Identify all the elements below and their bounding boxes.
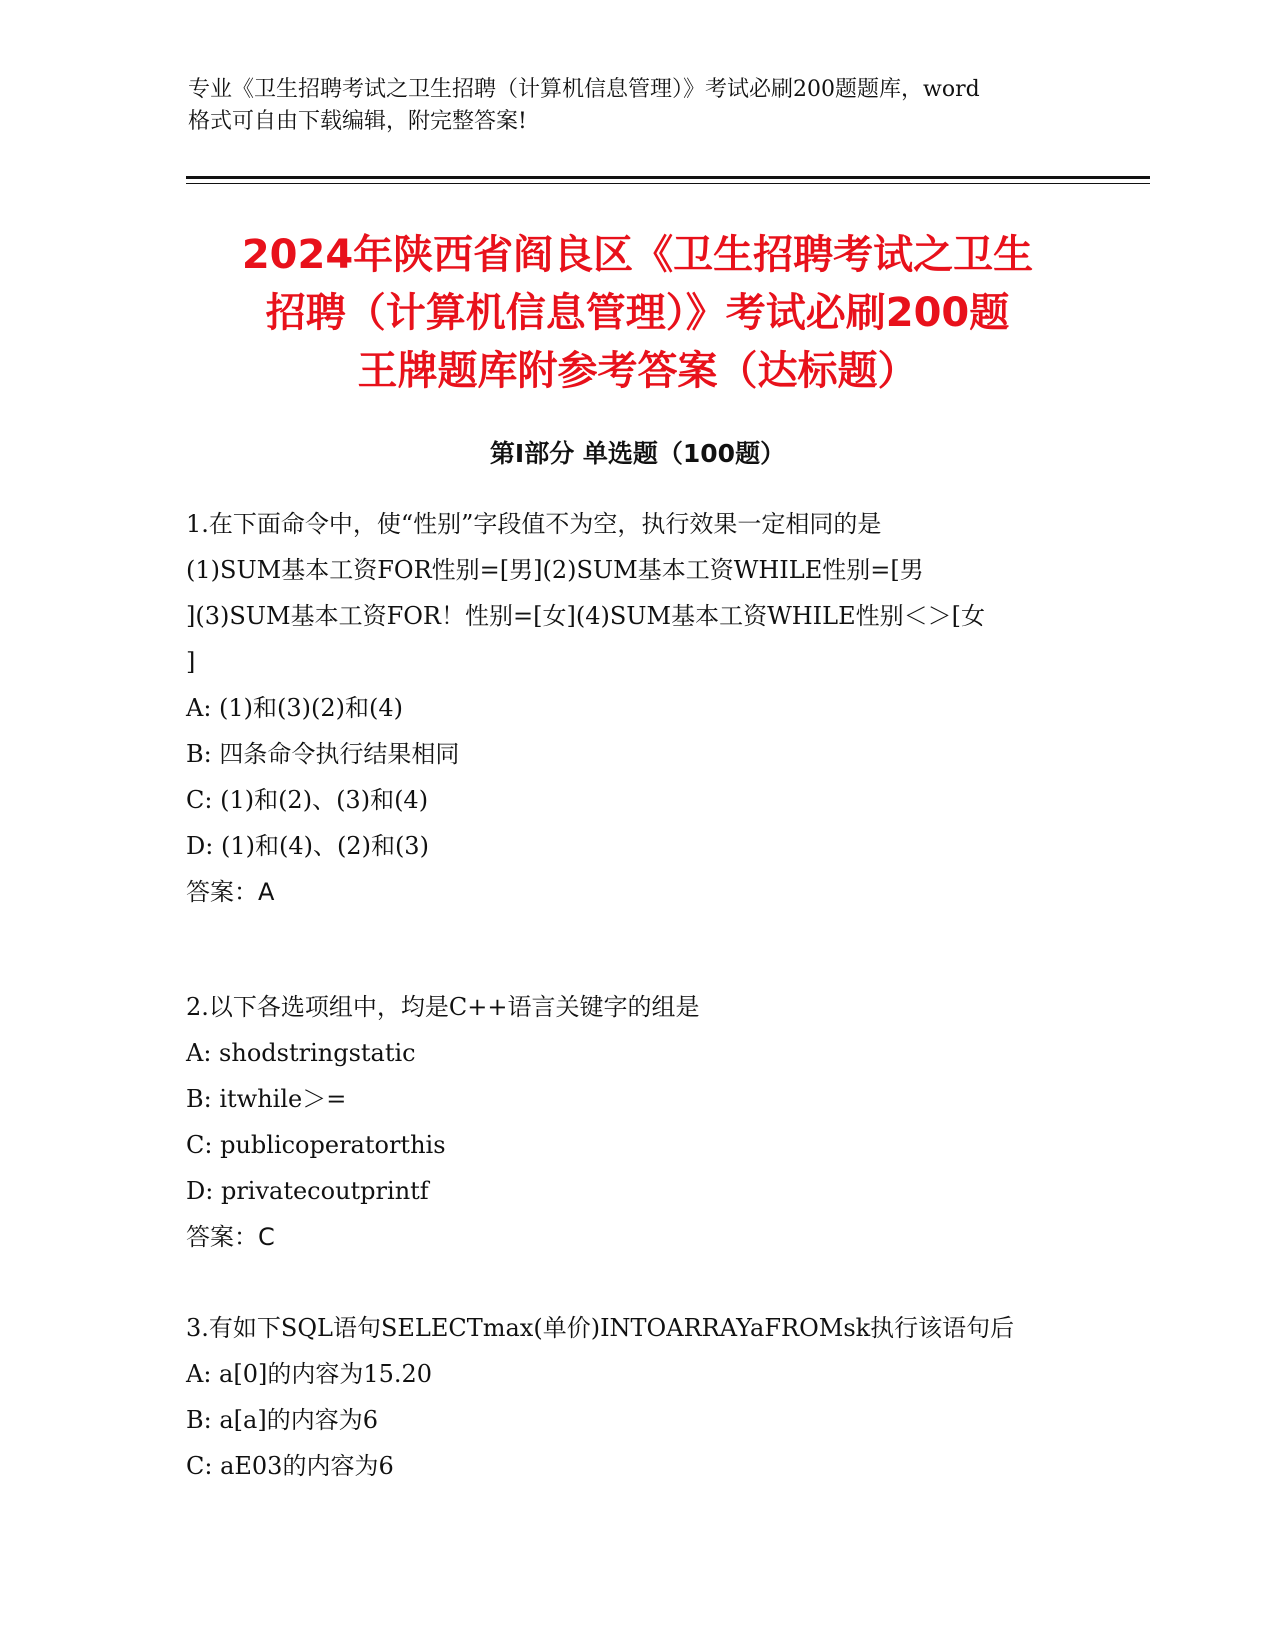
header-note-line: 专业《卫生招聘考试之卫生招聘（计算机信息管理）》考试必刷200题题库，word bbox=[188, 77, 980, 102]
question-3 bbox=[186, 1305, 1086, 1489]
option-d: D: privatecoutprintf bbox=[186, 1177, 429, 1205]
question-1 bbox=[186, 501, 1086, 915]
header-divider bbox=[186, 183, 1150, 184]
option-b: B: itwhile＞= bbox=[186, 1085, 347, 1113]
question-stem: (1)SUM基本工资FOR性别=[男](2)SUM基本工资WHILE性别=[男 bbox=[186, 556, 924, 584]
option-b: B: a[a]的内容为6 bbox=[186, 1406, 378, 1434]
question-stem: ](3)SUM基本工资FOR！性别=[女](4)SUM基本工资WHILE性别＜＞[女 bbox=[186, 602, 985, 630]
header-divider bbox=[186, 176, 1150, 179]
header-note-line: 格式可自由下载编辑，附完整答案! bbox=[188, 109, 527, 134]
option-a: A: a[0]的内容为15.20 bbox=[186, 1360, 433, 1388]
option-c: C: (1)和(2)、(3)和(4) bbox=[186, 786, 429, 814]
title-line: 招聘（计算机信息管理）》考试必刷200题 bbox=[265, 290, 1010, 336]
question-stem: 3.有如下SQL语句SELECTmax(单价)INTOARRAYaFROMsk执行该语句后 bbox=[186, 1314, 1015, 1342]
answer-line: 答案：A bbox=[186, 878, 275, 906]
header-note bbox=[188, 74, 1088, 138]
question-stem: 2.以下各选项组中，均是C++语言关键字的组是 bbox=[186, 993, 700, 1021]
section-heading: 第I部分 单选题（100题） bbox=[489, 439, 786, 468]
option-d: D: (1)和(4)、(2)和(3) bbox=[186, 832, 429, 860]
option-b: B: 四条命令执行结果相同 bbox=[186, 740, 460, 768]
document-title bbox=[150, 226, 1125, 400]
title-line: 王牌题库附参考答案（达标题） bbox=[357, 348, 918, 394]
option-a: A: shodstringstatic bbox=[186, 1039, 416, 1067]
title-line: 2024年陕西省阎良区《卫生招聘考试之卫生 bbox=[241, 232, 1034, 278]
option-c: C: publicoperatorthis bbox=[186, 1131, 446, 1159]
question-stem: ] bbox=[186, 648, 196, 676]
question-2 bbox=[186, 984, 1086, 1260]
answer-line: 答案：C bbox=[186, 1223, 275, 1251]
option-a: A: (1)和(3)(2)和(4) bbox=[186, 694, 404, 722]
option-c: C: aE03的内容为6 bbox=[186, 1452, 394, 1480]
question-stem: 1.在下面命令中，使“性别”字段值不为空，执行效果一定相同的是 bbox=[186, 510, 882, 538]
